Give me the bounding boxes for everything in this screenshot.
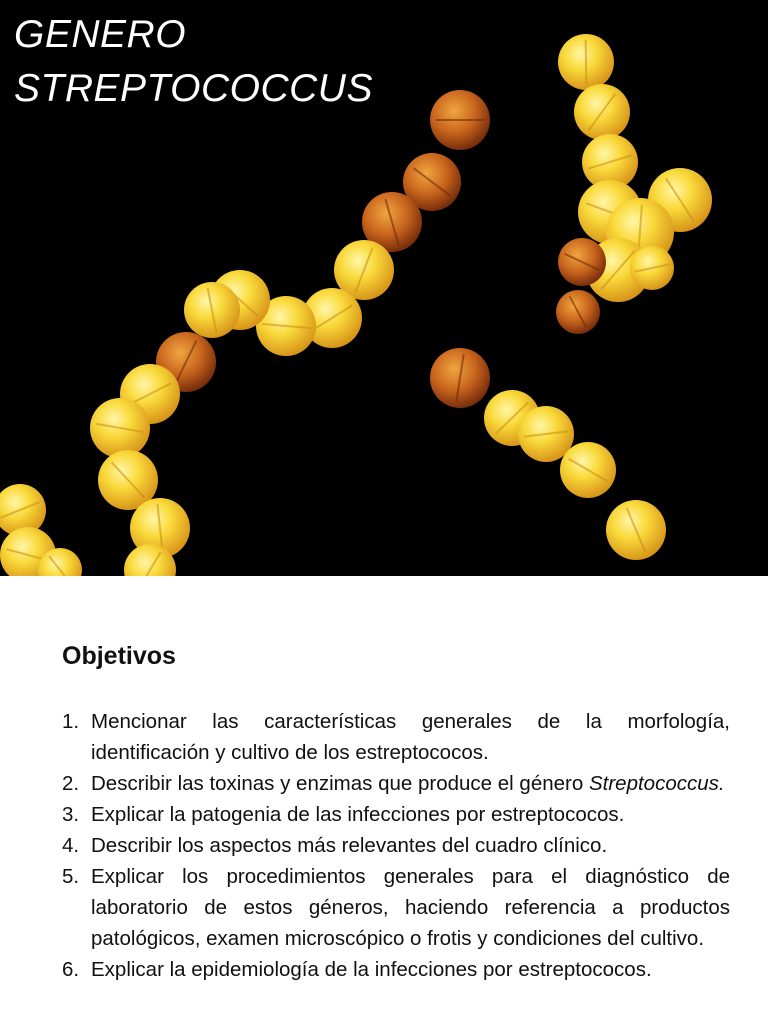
- item-text: Explicar la patogenia de las infecciones por estreptococos.: [91, 803, 625, 826]
- objectives-list: [62, 706, 730, 985]
- section-heading: Objetivos: [62, 642, 176, 670]
- division-septum: [586, 40, 587, 85]
- item-number: 4.: [62, 834, 80, 857]
- list-item: [62, 954, 730, 985]
- list-item: [62, 706, 730, 768]
- title-line-2: STREPTOCOCCUS: [14, 67, 373, 110]
- item-number: 3.: [62, 803, 80, 826]
- item-text: Describir los aspectos más relevantes del cuadro clínico.: [91, 834, 608, 857]
- title-line-1: GENERO: [14, 13, 187, 56]
- item-number: 2.: [62, 772, 80, 795]
- item-text: Describir las toxinas y enzimas que produce el género: [91, 772, 584, 795]
- item-text: Mencionar las características generales de la morfología, identificación y cultivo de los estreptococos.: [91, 710, 730, 764]
- item-text: Explicar la epidemiología de la infecciones por estreptococos.: [91, 958, 652, 981]
- list-item: [62, 799, 730, 830]
- slide-title: [14, 8, 373, 116]
- list-item: [62, 768, 730, 799]
- item-number: 1.: [62, 710, 80, 733]
- item-italic-term: Streptococcus.: [588, 772, 725, 795]
- list-item: [62, 830, 730, 861]
- item-number: 6.: [62, 958, 80, 981]
- item-text: Explicar los procedimientos generales para el diagnóstico de laboratorio de estos géneros, haciendo referencia a productos patológicos, examen microscópico o frotis y condiciones del cultivo.: [91, 865, 730, 950]
- list-item: [62, 861, 730, 954]
- objectives-section: [62, 636, 730, 985]
- item-number: 5.: [62, 865, 80, 888]
